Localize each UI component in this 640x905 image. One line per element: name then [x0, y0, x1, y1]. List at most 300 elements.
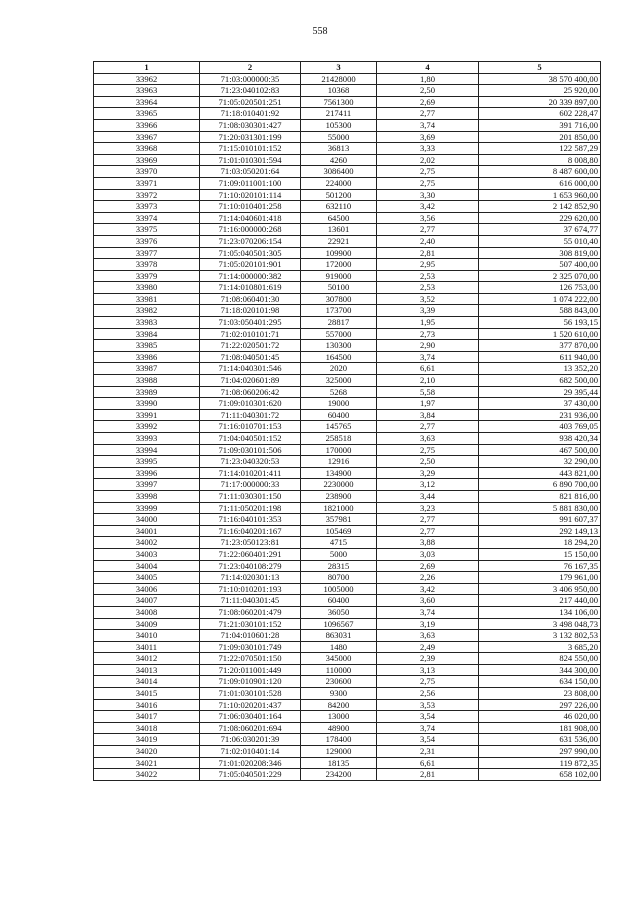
rate-cell: 3,03	[377, 548, 479, 560]
row-number-cell: 33973	[94, 201, 200, 213]
area-cell: 60400	[301, 595, 377, 607]
area-cell: 18135	[301, 757, 377, 769]
area-cell: 178400	[301, 734, 377, 746]
area-cell: 105300	[301, 119, 377, 131]
row-number-cell: 33968	[94, 143, 200, 155]
cadastral-value-cell: 824 550,00	[479, 653, 601, 665]
cadastral-number-cell: 71:03:050201:64	[200, 166, 301, 178]
table-row	[94, 154, 601, 166]
cadastral-number-cell: 71:08:060401:30	[200, 293, 301, 305]
table-row	[94, 398, 601, 410]
row-number-cell: 34013	[94, 664, 200, 676]
area-cell: 130300	[301, 340, 377, 352]
rate-cell: 2,31	[377, 746, 479, 758]
rate-cell: 1,80	[377, 73, 479, 85]
area-cell: 3086400	[301, 166, 377, 178]
cadastral-number-cell: 71:05:020101:901	[200, 259, 301, 271]
row-number-cell: 33984	[94, 328, 200, 340]
area-cell: 7561300	[301, 96, 377, 108]
row-number-cell: 33992	[94, 421, 200, 433]
table-row	[94, 444, 601, 456]
row-number-cell: 34020	[94, 746, 200, 758]
row-number-cell: 33962	[94, 73, 200, 85]
area-cell: 80700	[301, 572, 377, 584]
table-row	[94, 340, 601, 352]
area-cell: 172000	[301, 259, 377, 271]
area-cell: 224000	[301, 177, 377, 189]
rate-cell: 2,81	[377, 769, 479, 781]
rate-cell: 2,26	[377, 572, 479, 584]
row-number-cell: 33969	[94, 154, 200, 166]
rate-cell: 3,74	[377, 606, 479, 618]
rate-cell: 3,30	[377, 189, 479, 201]
area-cell: 60400	[301, 409, 377, 421]
rate-cell: 2,69	[377, 560, 479, 572]
rate-cell: 3,12	[377, 479, 479, 491]
cadastral-value-cell: 179 961,00	[479, 572, 601, 584]
cadastral-value-cell: 611 940,00	[479, 351, 601, 363]
table-row	[94, 177, 601, 189]
table-row	[94, 189, 601, 201]
cadastral-number-cell: 71:22:020501:72	[200, 340, 301, 352]
area-cell: 64500	[301, 212, 377, 224]
rate-cell: 1,97	[377, 398, 479, 410]
cadastral-number-cell: 71:14:010201:411	[200, 467, 301, 479]
cadastral-value-cell: 3 685,20	[479, 641, 601, 653]
column-header-2: 2	[200, 62, 301, 74]
area-cell: 105469	[301, 525, 377, 537]
cadastral-number-cell: 71:18:020101:98	[200, 305, 301, 317]
table-row	[94, 572, 601, 584]
area-cell: 19000	[301, 398, 377, 410]
row-number-cell: 33977	[94, 247, 200, 259]
area-cell: 501200	[301, 189, 377, 201]
table-row	[94, 386, 601, 398]
area-cell: 4260	[301, 154, 377, 166]
rate-cell: 2,75	[377, 444, 479, 456]
rate-cell: 2,77	[377, 514, 479, 526]
cadastral-number-cell: 71:04:020601:89	[200, 375, 301, 387]
rate-cell: 1,95	[377, 317, 479, 329]
rate-cell: 3,53	[377, 699, 479, 711]
cadastral-number-cell: 71:16:040101:353	[200, 514, 301, 526]
area-cell: 10368	[301, 85, 377, 97]
area-cell: 230600	[301, 676, 377, 688]
table-header-row	[94, 62, 601, 74]
cadastral-value-cell: 55 010,40	[479, 235, 601, 247]
cadastral-number-cell: 71:09:010901:120	[200, 676, 301, 688]
row-number-cell: 33987	[94, 363, 200, 375]
cadastral-value-cell: 682 500,00	[479, 375, 601, 387]
area-cell: 164500	[301, 351, 377, 363]
rate-cell: 3,13	[377, 664, 479, 676]
cadastral-number-cell: 71:05:020501:251	[200, 96, 301, 108]
table-row	[94, 131, 601, 143]
row-number-cell: 34012	[94, 653, 200, 665]
area-cell: 1480	[301, 641, 377, 653]
rate-cell: 3,63	[377, 630, 479, 642]
cadastral-value-cell: 297 990,00	[479, 746, 601, 758]
page-number: 558	[312, 26, 328, 37]
rate-cell: 2,77	[377, 108, 479, 120]
cadastral-number-cell: 71:03:050401:295	[200, 317, 301, 329]
rate-cell: 3,52	[377, 293, 479, 305]
row-number-cell: 34000	[94, 514, 200, 526]
cadastral-value-cell: 32 290,00	[479, 456, 601, 468]
table-row	[94, 676, 601, 688]
table-row	[94, 537, 601, 549]
area-cell: 325000	[301, 375, 377, 387]
table-row	[94, 490, 601, 502]
cadastral-number-cell: 71:23:050123:81	[200, 537, 301, 549]
table-row	[94, 618, 601, 630]
cadastral-number-cell: 71:16:010701:153	[200, 421, 301, 433]
rate-cell: 3,29	[377, 467, 479, 479]
cadastral-number-cell: 71:09:030101:506	[200, 444, 301, 456]
cadastral-value-cell: 8 008,80	[479, 154, 601, 166]
cadastral-number-cell: 71:23:040102:83	[200, 85, 301, 97]
table-row	[94, 73, 601, 85]
rate-cell: 3,74	[377, 722, 479, 734]
cadastral-number-cell: 71:22:070501:150	[200, 653, 301, 665]
area-cell: 28315	[301, 560, 377, 572]
row-number-cell: 33985	[94, 340, 200, 352]
cadastral-number-cell: 71:14:010801:619	[200, 282, 301, 294]
row-number-cell: 34008	[94, 606, 200, 618]
cadastral-value-cell: 292 149,13	[479, 525, 601, 537]
row-number-cell: 34018	[94, 722, 200, 734]
row-number-cell: 34001	[94, 525, 200, 537]
rate-cell: 3,74	[377, 351, 479, 363]
cadastral-value-cell: 5 881 830,00	[479, 502, 601, 514]
cadastral-value-cell: 938 420,34	[479, 433, 601, 445]
row-number-cell: 33976	[94, 235, 200, 247]
row-number-cell: 34017	[94, 711, 200, 723]
table-row	[94, 664, 601, 676]
cadastral-number-cell: 71:09:010301:620	[200, 398, 301, 410]
cadastral-value-cell: 658 102,00	[479, 769, 601, 781]
rate-cell: 6,61	[377, 363, 479, 375]
area-cell: 357981	[301, 514, 377, 526]
area-cell: 84200	[301, 699, 377, 711]
cadastral-value-cell: 119 872,35	[479, 757, 601, 769]
cadastral-number-cell: 71:09:030101:749	[200, 641, 301, 653]
cadastral-value-table	[93, 61, 601, 781]
cadastral-value-cell: 821 816,00	[479, 490, 601, 502]
table-row	[94, 560, 601, 572]
table-row	[94, 711, 601, 723]
table-row	[94, 317, 601, 329]
rate-cell: 2,53	[377, 270, 479, 282]
area-cell: 217411	[301, 108, 377, 120]
cadastral-number-cell: 71:11:040301:45	[200, 595, 301, 607]
cadastral-number-cell: 71:08:060201:694	[200, 722, 301, 734]
cadastral-value-cell: 38 570 400,00	[479, 73, 601, 85]
row-number-cell: 34021	[94, 757, 200, 769]
row-number-cell: 34002	[94, 537, 200, 549]
cadastral-number-cell: 71:21:030101:152	[200, 618, 301, 630]
row-number-cell: 33966	[94, 119, 200, 131]
table-row	[94, 746, 601, 758]
cadastral-number-cell: 71:08:060201:479	[200, 606, 301, 618]
cadastral-number-cell: 71:23:070206:154	[200, 235, 301, 247]
rate-cell: 2,75	[377, 166, 479, 178]
rate-cell: 2,81	[377, 247, 479, 259]
row-number-cell: 33993	[94, 433, 200, 445]
cadastral-number-cell: 71:04:010601:28	[200, 630, 301, 642]
row-number-cell: 33997	[94, 479, 200, 491]
rate-cell: 3,42	[377, 201, 479, 213]
area-cell: 1096567	[301, 618, 377, 630]
table-row	[94, 212, 601, 224]
table-row	[94, 688, 601, 700]
cadastral-value-cell: 3 498 048,73	[479, 618, 601, 630]
cadastral-number-cell: 71:08:040501:45	[200, 351, 301, 363]
cadastral-number-cell: 71:11:040301:72	[200, 409, 301, 421]
cadastral-number-cell: 71:10:020201:437	[200, 699, 301, 711]
table-row	[94, 375, 601, 387]
table-row	[94, 224, 601, 236]
cadastral-value-cell: 3 132 802,53	[479, 630, 601, 642]
cadastral-value-cell: 1 074 222,00	[479, 293, 601, 305]
cadastral-value-cell: 467 500,00	[479, 444, 601, 456]
area-cell: 173700	[301, 305, 377, 317]
table-row	[94, 769, 601, 781]
column-header-4: 4	[377, 62, 479, 74]
rate-cell: 2,95	[377, 259, 479, 271]
table-body	[94, 73, 601, 780]
row-number-cell: 33963	[94, 85, 200, 97]
table-row	[94, 548, 601, 560]
table-row	[94, 270, 601, 282]
table-row	[94, 757, 601, 769]
table-row	[94, 305, 601, 317]
row-number-cell: 33974	[94, 212, 200, 224]
area-cell: 55000	[301, 131, 377, 143]
cadastral-number-cell: 71:10:020101:114	[200, 189, 301, 201]
row-number-cell: 33967	[94, 131, 200, 143]
rate-cell: 3,56	[377, 212, 479, 224]
table-row	[94, 653, 601, 665]
row-number-cell: 33978	[94, 259, 200, 271]
cadastral-value-cell: 377 870,00	[479, 340, 601, 352]
area-cell: 36050	[301, 606, 377, 618]
cadastral-value-cell: 443 821,00	[479, 467, 601, 479]
row-number-cell: 33988	[94, 375, 200, 387]
cadastral-number-cell: 71:01:010301:594	[200, 154, 301, 166]
row-number-cell: 34004	[94, 560, 200, 572]
table-row	[94, 85, 601, 97]
cadastral-value-cell: 6 890 700,00	[479, 479, 601, 491]
area-cell: 134900	[301, 467, 377, 479]
table-row	[94, 630, 601, 642]
cadastral-value-cell: 507 400,00	[479, 259, 601, 271]
table-row	[94, 119, 601, 131]
rate-cell: 3,84	[377, 409, 479, 421]
area-cell: 258518	[301, 433, 377, 445]
cadastral-value-cell: 631 536,00	[479, 734, 601, 746]
rate-cell: 2,77	[377, 421, 479, 433]
table-row	[94, 409, 601, 421]
rate-cell: 3,23	[377, 502, 479, 514]
table-row	[94, 456, 601, 468]
rate-cell: 2,56	[377, 688, 479, 700]
area-cell: 234200	[301, 769, 377, 781]
area-cell: 1821000	[301, 502, 377, 514]
cadastral-value-cell: 217 440,00	[479, 595, 601, 607]
cadastral-value-cell: 201 850,00	[479, 131, 601, 143]
cadastral-number-cell: 71:14:040601:418	[200, 212, 301, 224]
table-row	[94, 201, 601, 213]
rate-cell: 3,19	[377, 618, 479, 630]
cadastral-number-cell: 71:11:030301:150	[200, 490, 301, 502]
rate-cell: 2,40	[377, 235, 479, 247]
area-cell: 109900	[301, 247, 377, 259]
table-row	[94, 583, 601, 595]
cadastral-number-cell: 71:18:010401:92	[200, 108, 301, 120]
table-row	[94, 421, 601, 433]
row-number-cell: 34003	[94, 548, 200, 560]
cadastral-number-cell: 71:08:060206:42	[200, 386, 301, 398]
table-row	[94, 293, 601, 305]
area-cell: 22921	[301, 235, 377, 247]
table-row	[94, 514, 601, 526]
cadastral-number-cell: 71:16:040201:167	[200, 525, 301, 537]
cadastral-value-cell: 46 020,00	[479, 711, 601, 723]
area-cell: 919000	[301, 270, 377, 282]
cadastral-value-cell: 3 406 950,00	[479, 583, 601, 595]
row-number-cell: 34006	[94, 583, 200, 595]
row-number-cell: 33972	[94, 189, 200, 201]
cadastral-value-cell: 126 753,00	[479, 282, 601, 294]
cadastral-number-cell: 71:22:060401:291	[200, 548, 301, 560]
area-cell: 5000	[301, 548, 377, 560]
area-cell: 21428000	[301, 73, 377, 85]
area-cell: 2020	[301, 363, 377, 375]
area-cell: 145765	[301, 421, 377, 433]
area-cell: 110000	[301, 664, 377, 676]
cadastral-value-cell: 634 150,00	[479, 676, 601, 688]
row-number-cell: 33971	[94, 177, 200, 189]
cadastral-value-cell: 15 150,00	[479, 548, 601, 560]
rate-cell: 3,69	[377, 131, 479, 143]
row-number-cell: 33975	[94, 224, 200, 236]
cadastral-value-cell: 37 430,00	[479, 398, 601, 410]
rate-cell: 3,88	[377, 537, 479, 549]
column-header-3: 3	[301, 62, 377, 74]
rate-cell: 2,50	[377, 85, 479, 97]
row-number-cell: 33995	[94, 456, 200, 468]
cadastral-value-cell: 344 300,00	[479, 664, 601, 676]
cadastral-number-cell: 71:20:011001:449	[200, 664, 301, 676]
area-cell: 557000	[301, 328, 377, 340]
table-row	[94, 525, 601, 537]
cadastral-number-cell: 71:23:040108:279	[200, 560, 301, 572]
table-row	[94, 641, 601, 653]
cadastral-number-cell: 71:10:010201:193	[200, 583, 301, 595]
rate-cell: 2,69	[377, 96, 479, 108]
cadastral-value-cell: 1 653 960,00	[479, 189, 601, 201]
cadastral-value-cell: 20 339 897,00	[479, 96, 601, 108]
table-row	[94, 734, 601, 746]
cadastral-number-cell: 71:16:000000:268	[200, 224, 301, 236]
cadastral-number-cell: 71:01:020208:346	[200, 757, 301, 769]
area-cell: 170000	[301, 444, 377, 456]
area-cell: 13601	[301, 224, 377, 236]
row-number-cell: 33996	[94, 467, 200, 479]
rate-cell: 3,54	[377, 711, 479, 723]
rate-cell: 3,60	[377, 595, 479, 607]
rate-cell: 3,63	[377, 433, 479, 445]
rate-cell: 5,58	[377, 386, 479, 398]
cadastral-value-cell: 134 106,00	[479, 606, 601, 618]
row-number-cell: 34014	[94, 676, 200, 688]
cadastral-value-cell: 231 936,00	[479, 409, 601, 421]
table-row	[94, 479, 601, 491]
cadastral-value-cell: 29 395,44	[479, 386, 601, 398]
rate-cell: 2,90	[377, 340, 479, 352]
cadastral-value-cell: 616 000,00	[479, 177, 601, 189]
table-row	[94, 143, 601, 155]
area-cell: 863031	[301, 630, 377, 642]
area-cell: 28817	[301, 317, 377, 329]
cadastral-number-cell: 71:14:020301:13	[200, 572, 301, 584]
cadastral-number-cell: 71:23:040320:53	[200, 456, 301, 468]
rate-cell: 2,73	[377, 328, 479, 340]
rate-cell: 2,10	[377, 375, 479, 387]
table-row	[94, 699, 601, 711]
area-cell: 307800	[301, 293, 377, 305]
cadastral-number-cell: 71:06:030201:39	[200, 734, 301, 746]
rate-cell: 2,77	[377, 525, 479, 537]
area-cell: 36813	[301, 143, 377, 155]
table-row	[94, 467, 601, 479]
table-row	[94, 282, 601, 294]
cadastral-value-cell: 37 674,77	[479, 224, 601, 236]
rate-cell: 3,44	[377, 490, 479, 502]
row-number-cell: 34010	[94, 630, 200, 642]
row-number-cell: 34015	[94, 688, 200, 700]
rate-cell: 2,75	[377, 177, 479, 189]
row-number-cell: 33964	[94, 96, 200, 108]
area-cell: 238900	[301, 490, 377, 502]
cadastral-value-cell: 1 520 610,00	[479, 328, 601, 340]
cadastral-number-cell: 71:03:000000:35	[200, 73, 301, 85]
cadastral-value-cell: 18 294,20	[479, 537, 601, 549]
cadastral-number-cell: 71:02:010101:71	[200, 328, 301, 340]
area-cell: 5268	[301, 386, 377, 398]
row-number-cell: 33965	[94, 108, 200, 120]
rate-cell: 2,02	[377, 154, 479, 166]
row-number-cell: 33986	[94, 351, 200, 363]
cadastral-value-cell: 76 167,35	[479, 560, 601, 572]
cadastral-value-cell: 2 325 070,00	[479, 270, 601, 282]
cadastral-number-cell: 71:17:000000:33	[200, 479, 301, 491]
cadastral-value-cell: 297 226,00	[479, 699, 601, 711]
table-row	[94, 722, 601, 734]
area-cell: 4715	[301, 537, 377, 549]
cadastral-number-cell: 71:14:040301:546	[200, 363, 301, 375]
row-number-cell: 33994	[94, 444, 200, 456]
rate-cell: 6,61	[377, 757, 479, 769]
rate-cell: 2,77	[377, 224, 479, 236]
table-row	[94, 328, 601, 340]
area-cell: 13000	[301, 711, 377, 723]
area-cell: 48900	[301, 722, 377, 734]
rate-cell: 3,33	[377, 143, 479, 155]
rate-cell: 2,49	[377, 641, 479, 653]
area-cell: 1005000	[301, 583, 377, 595]
